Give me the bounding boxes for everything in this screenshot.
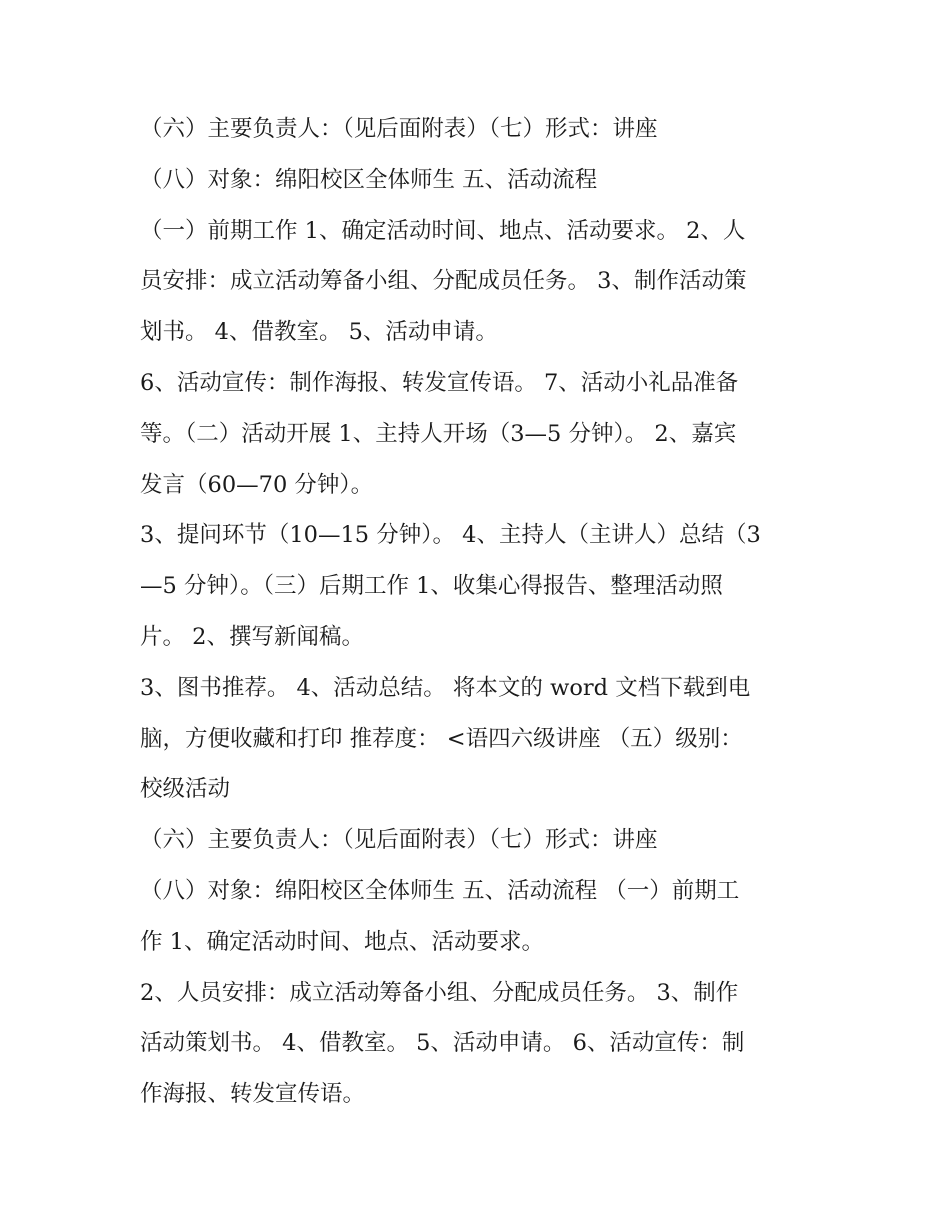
text-line: 脑，方便收藏和打印 推荐度： <语四六级讲座 （五）级别： <box>140 725 743 752</box>
text-line: （六）主要负责人：（见后面附表）（七）形式：讲座 <box>140 827 658 854</box>
text-line: 作 1、确定活动时间、地点、活动要求。 <box>140 928 544 955</box>
text-line: （六）主要负责人：（见后面附表）（七）形式：讲座 <box>140 116 658 142</box>
text-line: 作海报、转发宣传语。 <box>140 1081 366 1108</box>
text-line: 6、活动宣传：制作海报、转发宣传语。 7、活动小礼品准备 <box>140 369 739 396</box>
text-line: （八）对象：绵阳校区全体师生 五、活动流程 （一）前期工 <box>140 877 740 904</box>
text-line: 3、图书推荐。 4、活动总结。 将本文的 word 文档下载到电 <box>140 674 751 701</box>
text-line: （一）前期工作 1、确定活动时间、地点、活动要求。 2、人 <box>140 217 746 244</box>
text-line: 员安排：成立活动筹备小组、分配成员任务。 3、制作活动策 <box>140 268 747 295</box>
text-line: 2、人员安排：成立活动筹备小组、分配成员任务。 3、制作 <box>140 979 739 1006</box>
text-line: 活动策划书。 4、借教室。 5、活动申请。 6、活动宣传：制 <box>140 1030 745 1057</box>
text-line: —5 分钟）。（三）后期工作 1、收集心得报告、整理活动照 <box>140 573 723 600</box>
text-line: 片。 2、撰写新闻稿。 <box>140 623 364 650</box>
text-line: 划书。 4、借教室。 5、活动申请。 <box>140 319 498 346</box>
text-line: （八）对象：绵阳校区全体师生 五、活动流程 <box>140 166 598 193</box>
document-body <box>140 104 810 1120</box>
text-line: 发言（60—70 分钟）。 <box>140 471 374 498</box>
text-line: 3、提问环节（10—15 分钟）。 4、主持人（主讲人）总结（3 <box>140 522 761 549</box>
text-line: 等。（二）活动开展 1、主持人开场（3—5 分钟）。 2、嘉宾 <box>140 420 737 447</box>
text-line: 校级活动 <box>140 776 231 803</box>
